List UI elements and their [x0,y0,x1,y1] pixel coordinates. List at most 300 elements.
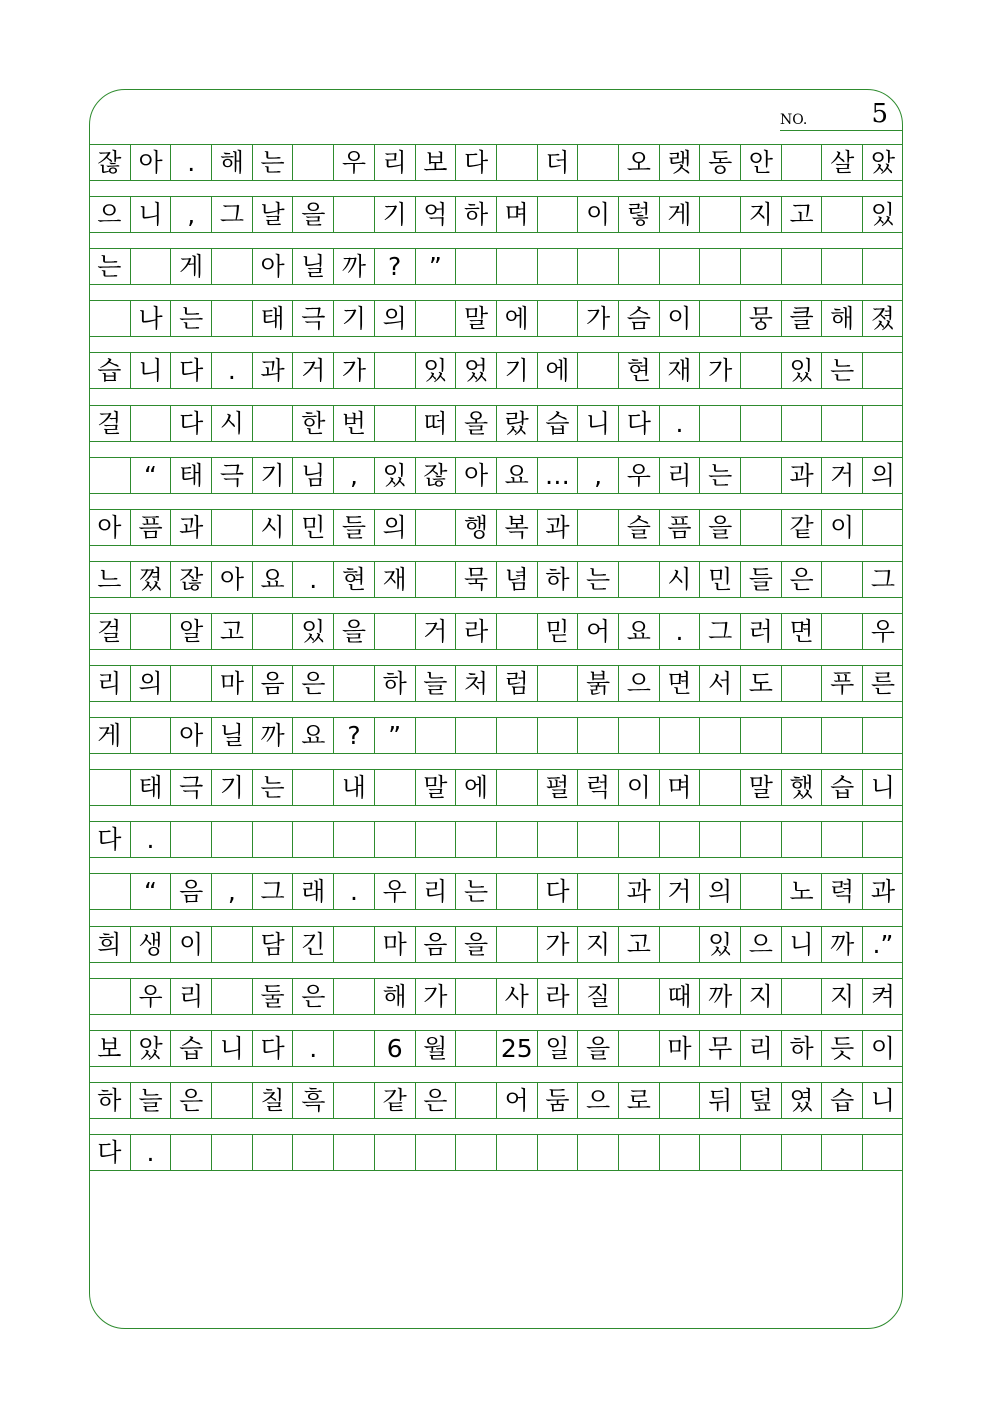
grid-cell: 거 [415,614,456,649]
grid-cell [374,822,415,857]
grid-cell [862,510,903,545]
grid-cell: … [537,458,578,493]
grid-cell: 리 [659,458,700,493]
grid-cell [211,822,252,857]
grid-cell [740,822,781,857]
grid-cell: 그 [252,874,293,909]
grid-cell: 니 [862,770,903,805]
grid-cell: 무 [699,1031,740,1066]
grid-cell [333,979,374,1014]
grid-cell: 고 [211,614,252,649]
grid-cell: 가 [699,353,740,388]
grid-cell: 요 [292,718,333,753]
grid-cell: 펄 [537,770,578,805]
grid-cell [89,979,130,1014]
grid-cell: 믿 [537,614,578,649]
grid-cell [740,458,781,493]
grid-row [89,769,903,806]
grid-cell [496,145,537,180]
grid-cell [455,1135,496,1170]
grid-cell [699,249,740,284]
grid-cell: 는 [455,874,496,909]
grid-cell: 한 [292,406,333,441]
grid-cell: 걸 [97,408,122,438]
grid-cell: 동 [699,145,740,180]
grid-cell [821,562,862,597]
grid-cell [862,1135,903,1170]
grid-cell: 그 [211,197,252,232]
grid-cell: 다 [252,1031,293,1066]
grid-cell [821,406,862,441]
grid-cell: .” [862,927,903,962]
grid-cell [333,927,374,962]
grid-cell: 로 [618,1083,659,1118]
grid-cell: 은 [292,979,333,1014]
grid-cell: 고 [618,927,659,962]
grid-cell: 재 [374,562,415,597]
grid-cell: 민 [292,510,333,545]
grid-cell: 보 [97,1033,122,1063]
grid-cell: . [292,562,333,597]
grid-cell: 있 [699,927,740,962]
grid-cell [659,249,700,284]
grid-cell [415,718,456,753]
grid-cell: 들 [740,562,781,597]
grid-cell: 있 [862,197,903,232]
grid-cell: 그 [699,614,740,649]
grid-cell: 과 [781,458,822,493]
grid-cell: 있 [415,353,456,388]
grid-cell: 하 [455,197,496,232]
grid-cell: 과 [252,353,293,388]
grid-cell: 이 [170,927,211,962]
grid-cell [333,666,374,701]
grid-cell: 월 [415,1031,456,1066]
grid-cell: 긴 [292,927,333,962]
grid-cell: 번 [333,406,374,441]
grid-cell: ” [374,718,415,753]
grid-cell: 우 [862,614,903,649]
grid-cell: 의 [862,458,903,493]
grid-cell: 켜 [862,979,903,1014]
grid-cell [211,249,252,284]
grid-cell: 니 [862,1083,903,1118]
grid-cell: 억 [415,197,456,232]
grid-row [89,248,903,285]
grid-cell [781,145,822,180]
grid-row [89,457,903,494]
grid-cell [699,770,740,805]
grid-row [89,821,903,858]
grid-cell [496,927,537,962]
grid-cell: 아 [170,718,211,753]
grid-row [89,1030,903,1067]
grid-cell: 하 [537,562,578,597]
grid-cell [618,979,659,1014]
grid-cell: 는 [170,301,211,336]
grid-cell: 극 [170,770,211,805]
grid-cell [659,927,700,962]
grid-cell: 라 [455,614,496,649]
grid-cell: 뒤 [699,1083,740,1118]
grid-cell: 며 [659,770,700,805]
grid-cell [455,1031,496,1066]
grid-cell: 칠 [252,1083,293,1118]
grid-cell [211,301,252,336]
grid-cell: 은 [781,562,822,597]
grid-cell: ” [415,249,456,284]
grid-cell: 니 [781,927,822,962]
grid-cell [537,718,578,753]
grid-cell: 럭 [577,770,618,805]
grid-cell: 른 [862,666,903,701]
grid-cell [211,927,252,962]
grid-cell [496,1135,537,1170]
grid-cell [699,301,740,336]
grid-cell [170,822,211,857]
grid-cell: 들 [333,510,374,545]
grid-cell [862,249,903,284]
grid-cell: 럼 [496,666,537,701]
grid-cell [618,822,659,857]
grid-cell [252,1135,293,1170]
grid-cell: 니 [130,197,171,232]
grid-cell: 일 [537,1031,578,1066]
grid-cell: 다 [455,145,496,180]
grid-cell: 았 [130,1031,171,1066]
grid-cell: 에 [455,770,496,805]
grid-cell [537,822,578,857]
grid-cell [455,249,496,284]
grid-cell [130,406,171,441]
grid-cell: 라 [537,979,578,1014]
grid-cell: 면 [781,614,822,649]
grid-cell: 았 [862,145,903,180]
grid-cell [333,822,374,857]
grid-cell [781,249,822,284]
grid-cell: 었 [455,353,496,388]
grid-cell: . [170,145,211,180]
grid-cell: 슴 [618,301,659,336]
grid-cell: 을 [699,510,740,545]
grid-row [89,1134,903,1171]
grid-cell: 나 [130,301,171,336]
grid-cell [374,1135,415,1170]
grid-cell [537,666,578,701]
grid-cell: 게 [170,249,211,284]
grid-cell: 6 [374,1031,415,1066]
grid-cell [781,666,822,701]
grid-cell [577,249,618,284]
grid-cell: 게 [97,721,122,751]
grid-cell: 지 [577,927,618,962]
grid-cell [740,510,781,545]
grid-cell: ? [374,249,415,284]
grid-cell: 도 [740,666,781,701]
grid-cell: 희 [97,929,122,959]
grid-cell: 푸 [821,666,862,701]
grid-cell: 덮 [740,1083,781,1118]
grid-cell: 걸 [97,616,122,646]
grid-cell [577,822,618,857]
grid-cell: 했 [781,770,822,805]
grid-cell: 안 [740,145,781,180]
grid-cell: 까 [699,979,740,1014]
grid-cell: 념 [496,562,537,597]
grid-cell: 떠 [415,406,456,441]
grid-cell [89,458,130,493]
grid-cell: 픔 [130,510,171,545]
grid-cell: 거 [821,458,862,493]
grid-cell [292,822,333,857]
grid-cell: 다 [537,874,578,909]
grid-cell: 복 [496,510,537,545]
grid-cell: 처 [455,666,496,701]
grid-cell: 니 [211,1031,252,1066]
grid-cell: 아 [252,249,293,284]
grid-cell: 행 [455,510,496,545]
grid-cell: 극 [211,458,252,493]
grid-cell: 클 [781,301,822,336]
grid-cell: 다 [97,825,122,855]
grid-cell: 으 [97,200,122,230]
grid-cell: 있 [374,458,415,493]
grid-cell [659,1135,700,1170]
grid-cell: 노 [781,874,822,909]
grid-cell: 리 [374,145,415,180]
grid-cell: 닐 [292,249,333,284]
grid-cell: 리 [170,979,211,1014]
grid-row [89,873,903,910]
grid-cell: 가 [537,927,578,962]
grid-cell: 마 [374,927,415,962]
grid-cell: 니 [130,353,171,388]
grid-cell: 둘 [252,979,293,1014]
grid-cell: 은 [170,1083,211,1118]
grid-cell: 있 [292,614,333,649]
grid-cell: 같 [781,510,822,545]
grid-cell [537,249,578,284]
grid-cell: 는 [252,145,293,180]
grid-cell: 서 [699,666,740,701]
grid-cell: 지 [740,979,781,1014]
grid-cell [577,353,618,388]
grid-cell: 잖 [170,562,211,597]
grid-cell: 다 [97,1137,122,1167]
grid-cell: 가 [333,353,374,388]
grid-cell [821,249,862,284]
grid-row [89,926,903,963]
grid-cell: . [333,874,374,909]
grid-cell: 붉 [577,666,618,701]
grid-cell: 이 [659,301,700,336]
grid-cell: , [333,458,374,493]
grid-cell: 때 [659,979,700,1014]
grid-cell [821,614,862,649]
grid-cell: 아 [130,145,171,180]
grid-cell [537,301,578,336]
grid-cell [455,822,496,857]
grid-cell: 느 [97,564,122,594]
grid-row [89,613,903,650]
grid-cell [862,406,903,441]
grid-cell: 과 [170,510,211,545]
grid-cell: . [292,1031,333,1066]
grid-row [89,978,903,1015]
grid-cell [659,822,700,857]
grid-cell [455,979,496,1014]
grid-cell [618,1135,659,1170]
grid-cell: 을 [577,1031,618,1066]
grid-row [89,352,903,389]
grid-cell [496,614,537,649]
grid-cell: 과 [862,874,903,909]
grid-row [89,665,903,702]
grid-cell: 우 [333,145,374,180]
grid-cell: 은 [415,1083,456,1118]
grid-cell [781,979,822,1014]
grid-cell [659,718,700,753]
grid-cell [862,353,903,388]
grid-cell: , [170,197,211,232]
grid-cell: 이 [577,197,618,232]
grid-cell: 말 [740,770,781,805]
grid-cell [821,718,862,753]
grid-cell: 리 [740,1031,781,1066]
grid-cell [374,353,415,388]
grid-cell: 에 [537,353,578,388]
grid-cell: 해 [374,979,415,1014]
grid-row [89,509,903,546]
grid-cell [89,874,130,909]
grid-cell [374,406,415,441]
grid-cell [292,770,333,805]
grid-cell: 시 [659,562,700,597]
grid-cell: 까 [333,249,374,284]
grid-cell [333,1031,374,1066]
grid-cell [374,770,415,805]
grid-cell [821,1135,862,1170]
grid-cell [89,301,130,336]
grid-cell: 다 [170,353,211,388]
grid-cell: 아 [97,512,122,542]
grid-cell: 담 [252,927,293,962]
grid-cell: 습 [537,406,578,441]
grid-cell: 님 [292,458,333,493]
grid-cell [455,1083,496,1118]
grid-cell [496,718,537,753]
grid-cell: 면 [659,666,700,701]
grid-cell: 어 [496,1083,537,1118]
page-number-box [780,100,902,131]
grid-cell: . [130,1135,171,1170]
grid-cell: 력 [821,874,862,909]
grid-cell: 니 [577,406,618,441]
grid-cell: 뭉 [740,301,781,336]
grid-cell [781,718,822,753]
grid-cell: 거 [659,874,700,909]
grid-cell: 듯 [821,1031,862,1066]
grid-cell: 랐 [496,406,537,441]
grid-cell: 는 [577,562,618,597]
grid-cell [170,1135,211,1170]
grid-cell [496,822,537,857]
page-number-label: NO. [780,112,808,128]
grid-cell [496,874,537,909]
grid-cell: 태 [130,770,171,805]
grid-cell: . [211,353,252,388]
grid-cell: 습 [821,1083,862,1118]
grid-cell: . [659,614,700,649]
grid-cell: 오 [618,145,659,180]
grid-cell: 내 [333,770,374,805]
grid-cell: 올 [455,406,496,441]
grid-cell: 묵 [455,562,496,597]
grid-cell: 의 [130,666,171,701]
grid-cell [211,1083,252,1118]
grid-cell [537,197,578,232]
grid-cell: 해 [211,145,252,180]
grid-cell [415,301,456,336]
grid-cell: 을 [333,614,374,649]
grid-cell: 요 [618,614,659,649]
grid-cell: 하 [781,1031,822,1066]
grid-cell: 까 [821,927,862,962]
grid-cell: 과 [537,510,578,545]
grid-cell: 는 [821,353,862,388]
grid-cell [252,406,293,441]
grid-cell [211,979,252,1014]
grid-cell: 태 [252,301,293,336]
grid-cell: 에 [496,301,537,336]
grid-cell [374,614,415,649]
grid-cell [537,1135,578,1170]
grid-cell [659,1083,700,1118]
grid-cell: 재 [659,353,700,388]
grid-cell: 아 [211,562,252,597]
grid-cell: 과 [618,874,659,909]
grid-cell: 렇 [618,197,659,232]
grid-cell: 으 [618,666,659,701]
grid-cell: “ [130,874,171,909]
grid-cell: 음 [252,666,293,701]
grid-cell: 요 [496,458,537,493]
grid-cell [333,1135,374,1170]
grid-cell [699,197,740,232]
grid-cell: 습 [170,1031,211,1066]
grid-cell: 더 [537,145,578,180]
grid-cell: 질 [577,979,618,1014]
grid-cell [211,510,252,545]
grid-cell: 해 [821,301,862,336]
grid-cell [577,510,618,545]
grid-cell [577,1135,618,1170]
grid-cell: 사 [496,979,537,1014]
grid-cell: 현 [618,353,659,388]
grid-cell: 픔 [659,510,700,545]
grid-cell [862,718,903,753]
grid-row [89,300,903,337]
grid-cell: 같 [374,1083,415,1118]
grid-cell [170,666,211,701]
grid-cell [455,718,496,753]
grid-cell: 며 [496,197,537,232]
grid-cell: 요 [252,562,293,597]
grid-cell [821,822,862,857]
grid-cell [89,770,130,805]
grid-cell: 마 [659,1031,700,1066]
grid-cell: 잖 [415,458,456,493]
